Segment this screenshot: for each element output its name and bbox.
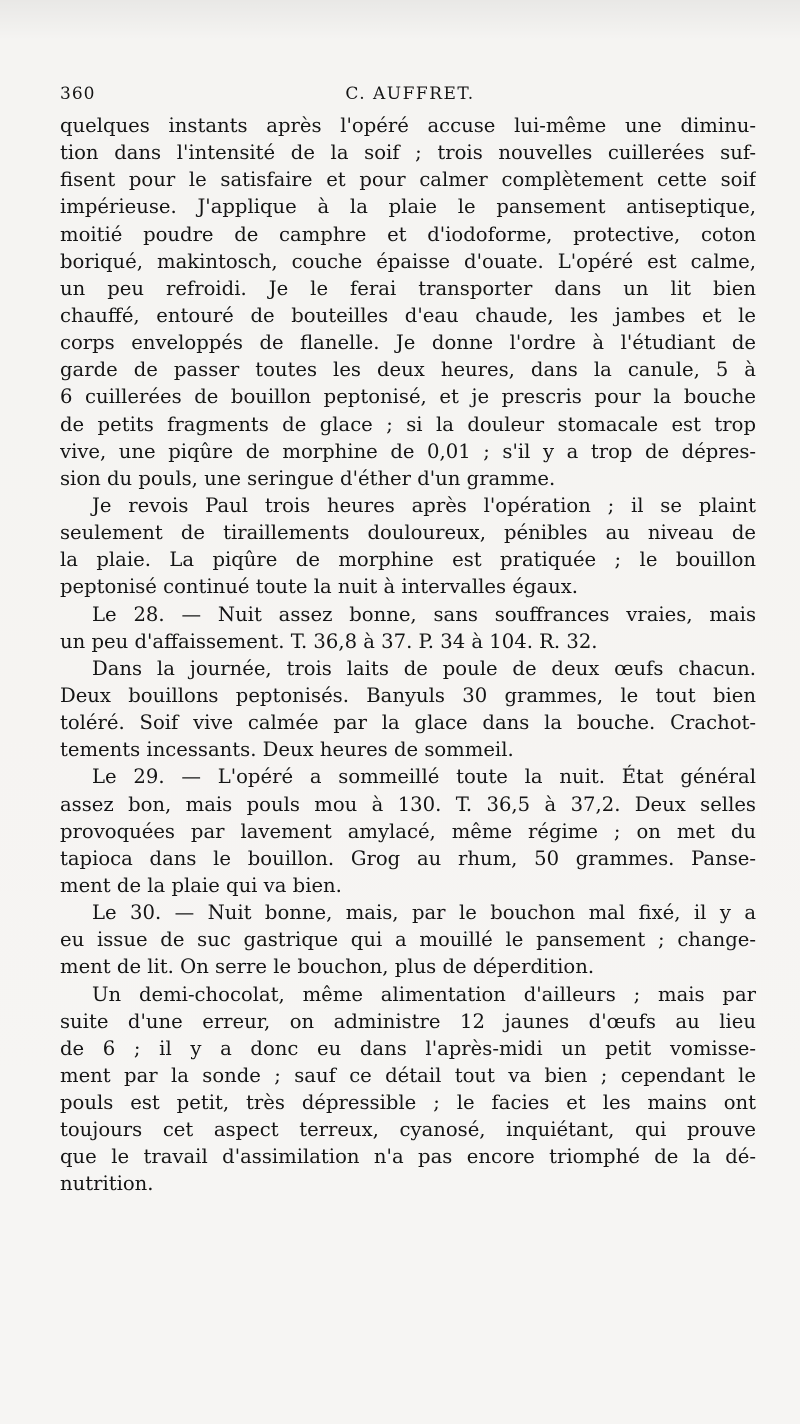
text-line: garde de passer toutes les deux heures, dans la canule, 5 à: [60, 358, 756, 382]
text-line: Le 30. — Nuit bonne, mais, par le bouchon mal fixé, il y a: [92, 901, 756, 925]
text-line: ment de la plaie qui va bien.: [60, 873, 342, 897]
text-line: tements incessants. Deux heures de sommeil.: [60, 738, 514, 762]
text-line: suite d'une erreur, on administre 12 jaunes d'œufs au lieu: [60, 1009, 756, 1033]
text-line: boriqué, makintosch, couche épaisse d'ouate. L'opéré est calme,: [60, 249, 756, 273]
text-line: tapioca dans le bouillon. Grog au rhum, 50 grammes. Panse-: [60, 846, 756, 870]
text-line: nutrition.: [60, 1172, 154, 1196]
text-line: sion du pouls, une seringue d'éther d'un gramme.: [60, 466, 556, 490]
text-line: ment de lit. On serre le bouchon, plus de déperdition.: [60, 955, 595, 979]
running-title: C. AUFFRET.: [345, 84, 475, 104]
text-line: Le 29. — L'opéré a sommeillé toute la nuit. État général: [92, 765, 756, 789]
body-text: [60, 112, 756, 1198]
text-line: toléré. Soif vive calmée par la glace dans la bouche. Crachot-: [60, 711, 756, 735]
text-line: eu issue de suc gastrique qui a mouillé le pansement ; change-: [60, 928, 756, 952]
text-line: vive, une piqûre de morphine de 0,01 ; s'il y a trop de dépres-: [60, 439, 756, 463]
text-line: ment par la sonde ; sauf ce détail tout va bien ; cependant le: [60, 1063, 756, 1087]
text-line: un peu refroidi. Je le ferai transporter dans un lit bien: [60, 276, 756, 300]
text-line: chauffé, entouré de bouteilles d'eau chaude, les jambes et le: [60, 303, 756, 327]
text-line: que le travail d'assimilation n'a pas encore triomphé de la dé-: [60, 1145, 756, 1169]
text-line: un peu d'affaissement. T. 36,8 à 37. P. 34 à 104. R. 32.: [60, 629, 598, 653]
text-line: 6 cuillerées de bouillon peptonisé, et je prescris pour la bouche: [60, 385, 756, 409]
text-line: Deux bouillons peptonisés. Banyuls 30 grammes, le tout bien: [60, 683, 756, 707]
text-line: quelques instants après l'opéré accuse lui-même une diminu-: [60, 114, 756, 137]
text-line: tion dans l'intensité de la soif ; trois nouvelles cuillerées suf-: [60, 141, 756, 165]
text-line: Le 28. — Nuit assez bonne, sans souffrances vraies, mais: [92, 602, 756, 626]
text-line: corps enveloppés de flanelle. Je donne l'ordre à l'étudiant de: [60, 331, 756, 355]
text-line: Je revois Paul trois heures après l'opération ; il se plaint: [92, 493, 756, 517]
text-line: assez bon, mais pouls mou à 130. T. 36,5 à 37,2. Deux selles: [60, 792, 756, 816]
text-line: fisent pour le satisfaire et pour calmer complètement cette soif: [60, 168, 756, 192]
text-line: de 6 ; il y a donc eu dans l'après-midi un petit vomisse-: [60, 1036, 756, 1060]
text-line: impérieuse. J'applique à la plaie le pansement antiseptique,: [60, 195, 756, 219]
text-line: de petits fragments de glace ; si la douleur stomacale est trop: [60, 412, 756, 436]
text-line: moitié poudre de camphre et d'iodoforme, protective, coton: [60, 222, 756, 246]
text-line: peptonisé continué toute la nuit à intervalles égaux.: [60, 575, 578, 599]
text-line: pouls est petit, très dépressible ; le facies et les mains ont: [60, 1091, 756, 1115]
text-line: Dans la journée, trois laits de poule de deux œufs chacun.: [92, 656, 756, 680]
text-line: provoquées par lavement amylacé, même régime ; on met du: [60, 819, 756, 843]
page-number: 360: [60, 84, 96, 104]
running-head: [60, 84, 760, 108]
text-line: seulement de tiraillements douloureux, pénibles au niveau de: [60, 521, 756, 545]
text-line: Un demi-chocolat, même alimentation d'ailleurs ; mais par: [92, 982, 756, 1006]
text-line: la plaie. La piqûre de morphine est pratiquée ; le bouillon: [60, 548, 756, 572]
text-line: toujours cet aspect terreux, cyanosé, inquiétant, qui prouve: [60, 1118, 756, 1142]
